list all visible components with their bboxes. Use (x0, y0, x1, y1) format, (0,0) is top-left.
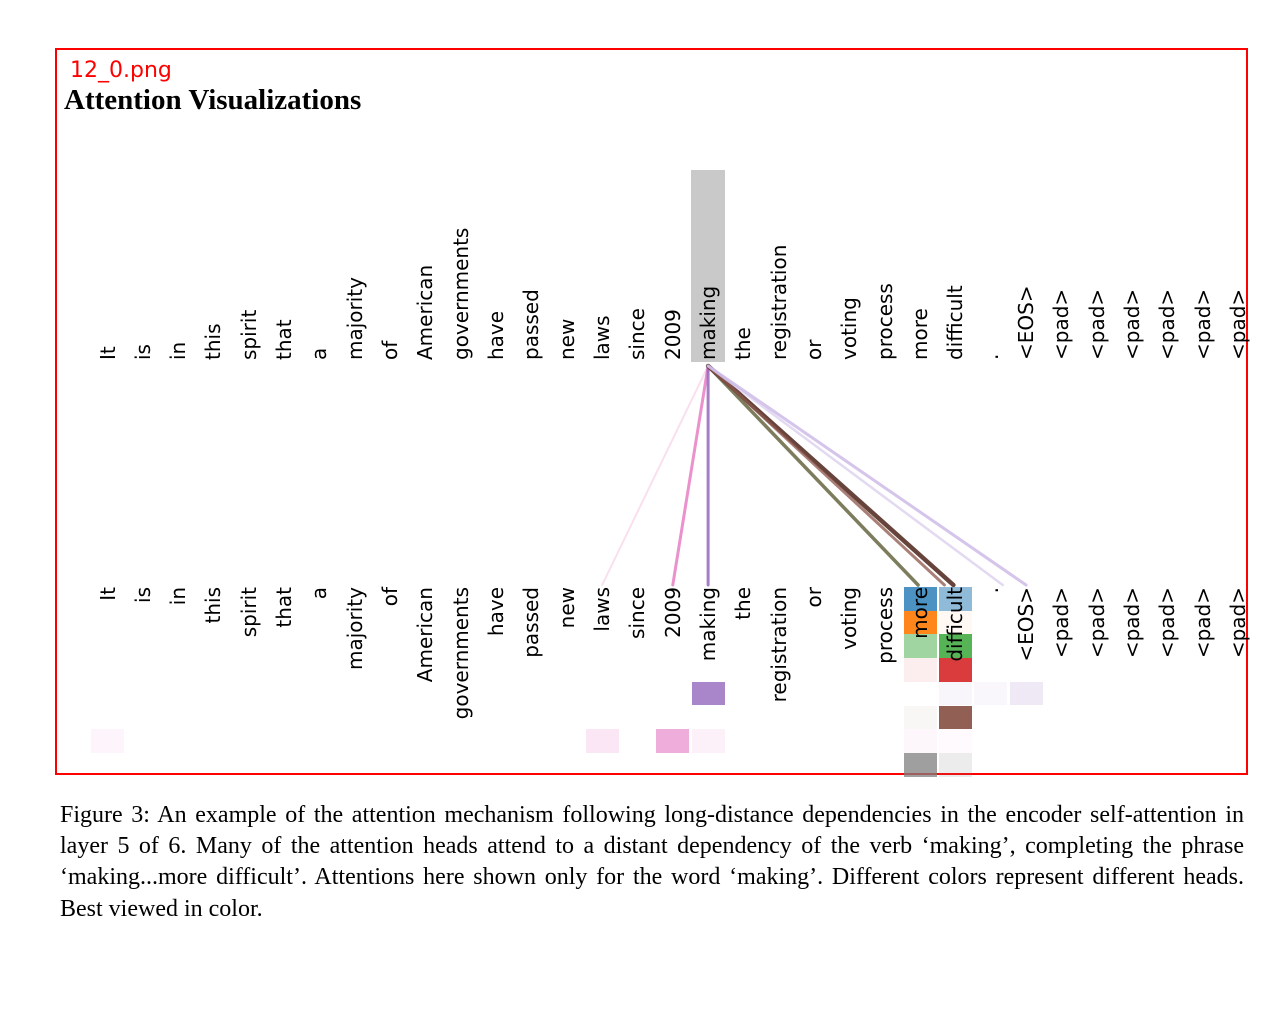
top-token: spirit (236, 309, 261, 360)
bottom-token: passed (519, 587, 544, 658)
top-token: more (908, 308, 933, 360)
bottom-token: <pad> (1084, 587, 1109, 659)
top-token: making (696, 285, 721, 360)
top-token: difficult (943, 285, 968, 360)
top-token: or (802, 339, 827, 360)
bottom-token: <pad> (1226, 587, 1251, 659)
bottom-token: making (696, 587, 721, 662)
bottom-token: . (978, 587, 1003, 594)
bottom-token: since (625, 587, 650, 639)
bottom-token: <EOS> (1014, 587, 1039, 662)
bottom-token: the (731, 587, 756, 620)
top-token: governments (448, 227, 473, 360)
top-token: It (95, 346, 120, 360)
top-token: 2009 (660, 309, 685, 360)
bottom-token: is (130, 587, 155, 603)
bottom-token: registration (766, 587, 791, 703)
top-token: <pad> (1084, 288, 1109, 360)
top-token: new (554, 318, 579, 360)
top-token: since (625, 308, 650, 360)
bottom-token: or (802, 587, 827, 608)
bottom-token: this (201, 587, 226, 624)
bottom-token: difficult (943, 587, 968, 662)
bottom-token: that (272, 587, 297, 628)
top-token: of (378, 340, 403, 360)
top-token: <EOS> (1014, 285, 1039, 360)
top-token: passed (519, 289, 544, 360)
attention-figure-panel (55, 48, 1251, 775)
top-token: this (201, 323, 226, 360)
top-token: voting (837, 297, 862, 360)
top-token: registration (766, 244, 791, 360)
top-token: have (484, 310, 509, 360)
top-token: <pad> (1155, 288, 1180, 360)
bottom-token: <pad> (1155, 587, 1180, 659)
bottom-token: voting (837, 587, 862, 650)
bottom-token: of (378, 587, 403, 607)
top-token: <pad> (1226, 288, 1251, 360)
bottom-token: in (166, 587, 191, 606)
bottom-token-row (57, 50, 1251, 773)
figure-filename: 12_0.png (70, 58, 172, 83)
bottom-token: <pad> (1190, 587, 1215, 659)
bottom-token: spirit (236, 587, 261, 638)
top-token: that (272, 319, 297, 360)
bottom-token: have (484, 587, 509, 637)
top-token: in (166, 341, 191, 360)
top-token: laws (590, 315, 615, 360)
bottom-token: <pad> (1049, 587, 1074, 659)
top-token: is (130, 344, 155, 360)
figure-caption: Figure 3: An example of the attention mechanism following long-distance dependencies in the encoder self-attention in layer 5 of 6. Many of the attention heads attend to a distant dependency of the verb ‘making’, completing the phrase ‘making...more difficult’. Attentions here shown only for the word ‘making’. Different colors represent different heads. Best viewed in color. (60, 802, 1244, 922)
bottom-token: American (413, 587, 438, 683)
bottom-token: laws (590, 587, 615, 632)
bottom-token: new (554, 587, 579, 629)
top-token: a (307, 347, 332, 360)
bottom-token: 2009 (660, 587, 685, 638)
top-token: the (731, 327, 756, 360)
figure-title: Attention Visualizations (64, 84, 362, 116)
bottom-token: more (908, 587, 933, 639)
bottom-token: It (95, 587, 120, 601)
top-token: <pad> (1049, 288, 1074, 360)
bottom-token: a (307, 587, 332, 600)
bottom-token: governments (448, 587, 473, 720)
top-token: . (978, 353, 1003, 360)
top-token: process (872, 283, 897, 360)
top-token: <pad> (1120, 288, 1145, 360)
bottom-token: <pad> (1120, 587, 1145, 659)
top-token: <pad> (1190, 288, 1215, 360)
bottom-token: process (872, 587, 897, 664)
bottom-token: majority (342, 587, 367, 670)
top-token: American (413, 264, 438, 360)
top-token: majority (342, 277, 367, 360)
